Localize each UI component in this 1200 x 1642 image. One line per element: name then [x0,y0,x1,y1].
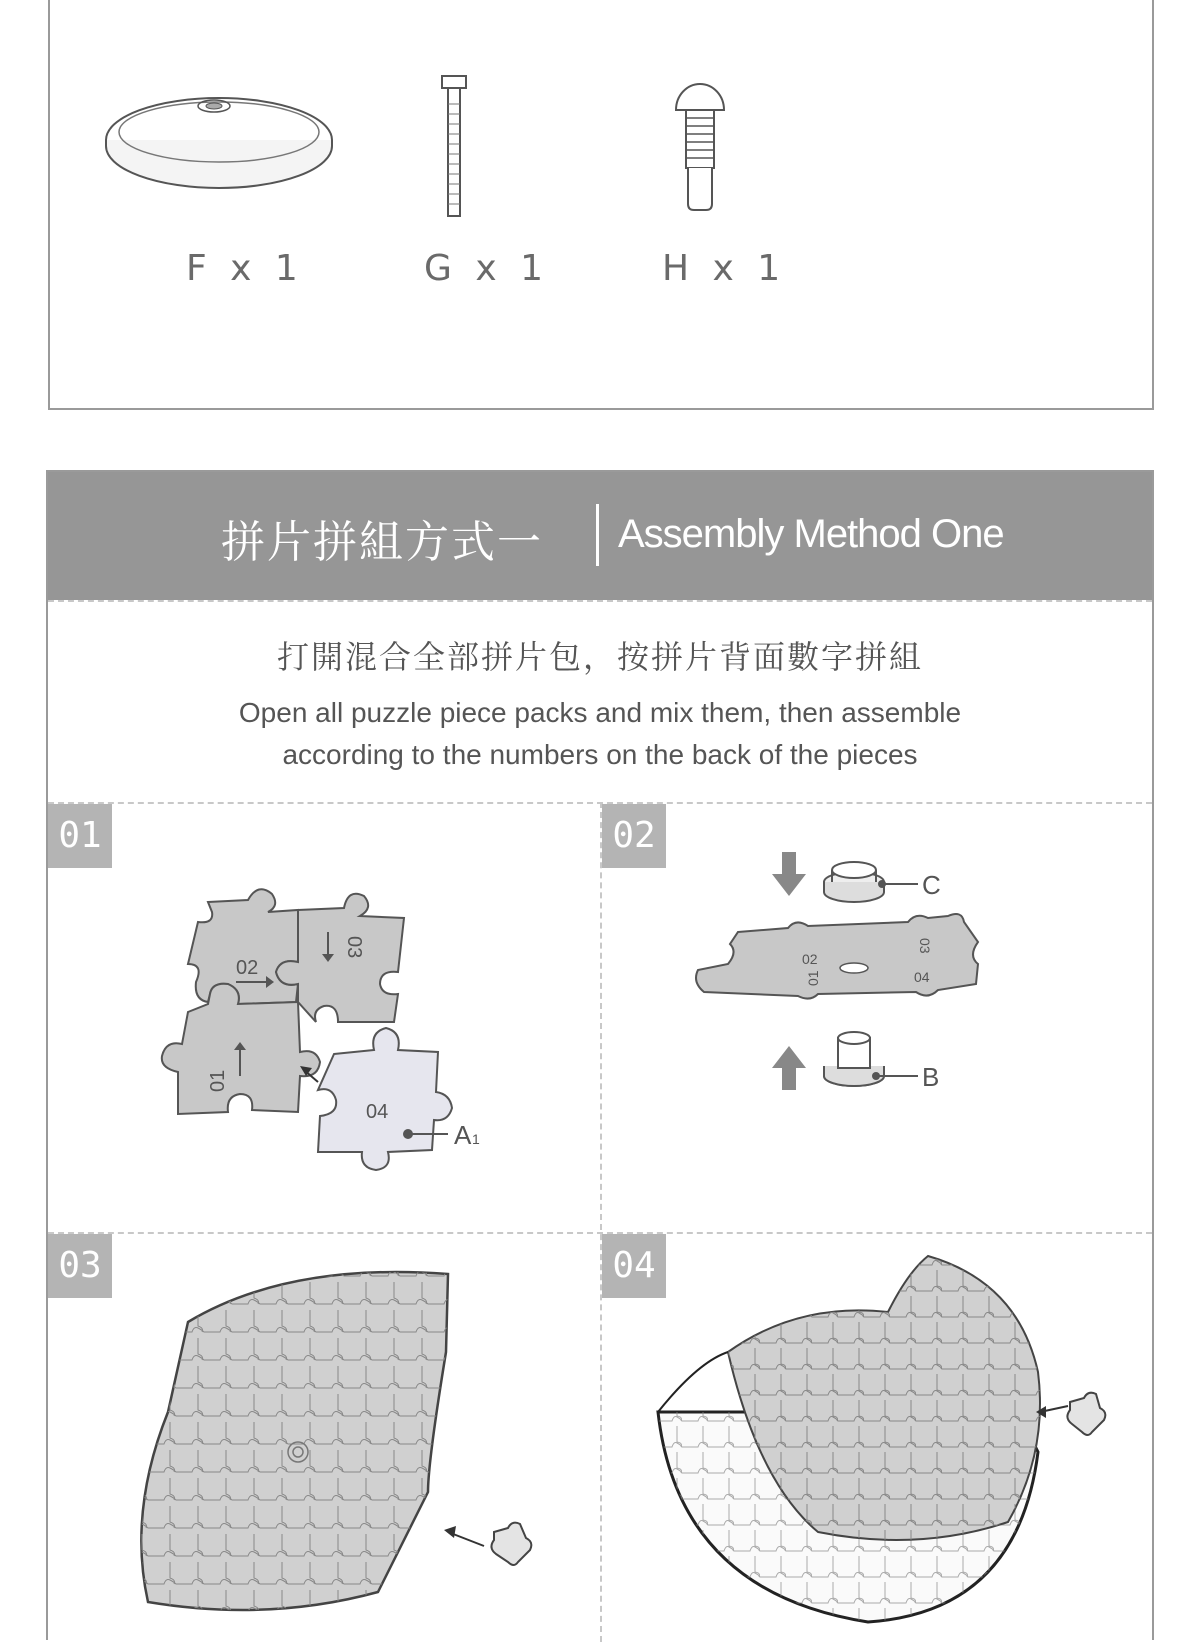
piece-label-03: 03 [343,936,365,959]
callout-a-sub: 1 [472,1131,480,1147]
screw-part-icon [436,74,472,222]
part-label-h: H x 1 [662,248,787,289]
instruction-en-line1: Open all puzzle piece packs and mix them, then assemble [238,697,962,728]
step-number-04: 04 [602,1234,666,1298]
step-04-illustration [638,1252,1138,1642]
callout-b: B [922,1062,940,1092]
banner-separator [596,504,599,566]
assembly-method-section [46,470,1154,1640]
step-number-02: 02 [602,804,666,868]
loose-piece-icon [1067,1393,1105,1435]
step-02-illustration [678,852,1098,1132]
step-grid-vertical-divider [600,802,602,1642]
part-label-g: G x 1 [424,248,549,289]
callout-a: A [454,1120,472,1150]
arrow-down-icon [772,852,806,896]
parts-box [48,0,1154,410]
instruction-en-line2: according to the numbers on the back of the pieces [282,739,918,770]
callout-c: C [922,870,941,900]
layer-label-04: 04 [914,969,930,985]
bolt-part-icon [672,80,728,214]
step-01-illustration [148,872,508,1172]
puzzle-piece-02 [188,889,298,1004]
layer-label-01: 01 [805,970,821,986]
arrow-up-icon [772,1046,806,1090]
banner-divider [48,600,1152,602]
step-number-01: 01 [48,804,112,868]
puzzle-piece-04 [318,1028,452,1170]
layer-label-03: 03 [917,938,933,954]
banner-title-en: Assembly Method One [618,512,1004,556]
step-03-illustration [128,1262,588,1642]
puzzle-layer [696,914,978,999]
section-banner [48,472,1152,600]
step-number-03: 03 [48,1234,112,1298]
piece-label-01: 01 [207,1069,229,1092]
banner-title-cn: 拼片拼組方式一 [221,517,543,568]
loose-piece-icon [491,1523,531,1565]
part-label-f: F x 1 [186,248,304,289]
instruction-cn: 打開混合全部拼片包，按拼片背面數字拼組 [276,638,923,676]
piece-label-04: 04 [366,1101,389,1123]
instruction-en [48,692,1152,776]
piece-label-02: 02 [236,957,259,979]
layer-label-02: 02 [802,951,818,967]
base-part-icon [102,90,336,194]
